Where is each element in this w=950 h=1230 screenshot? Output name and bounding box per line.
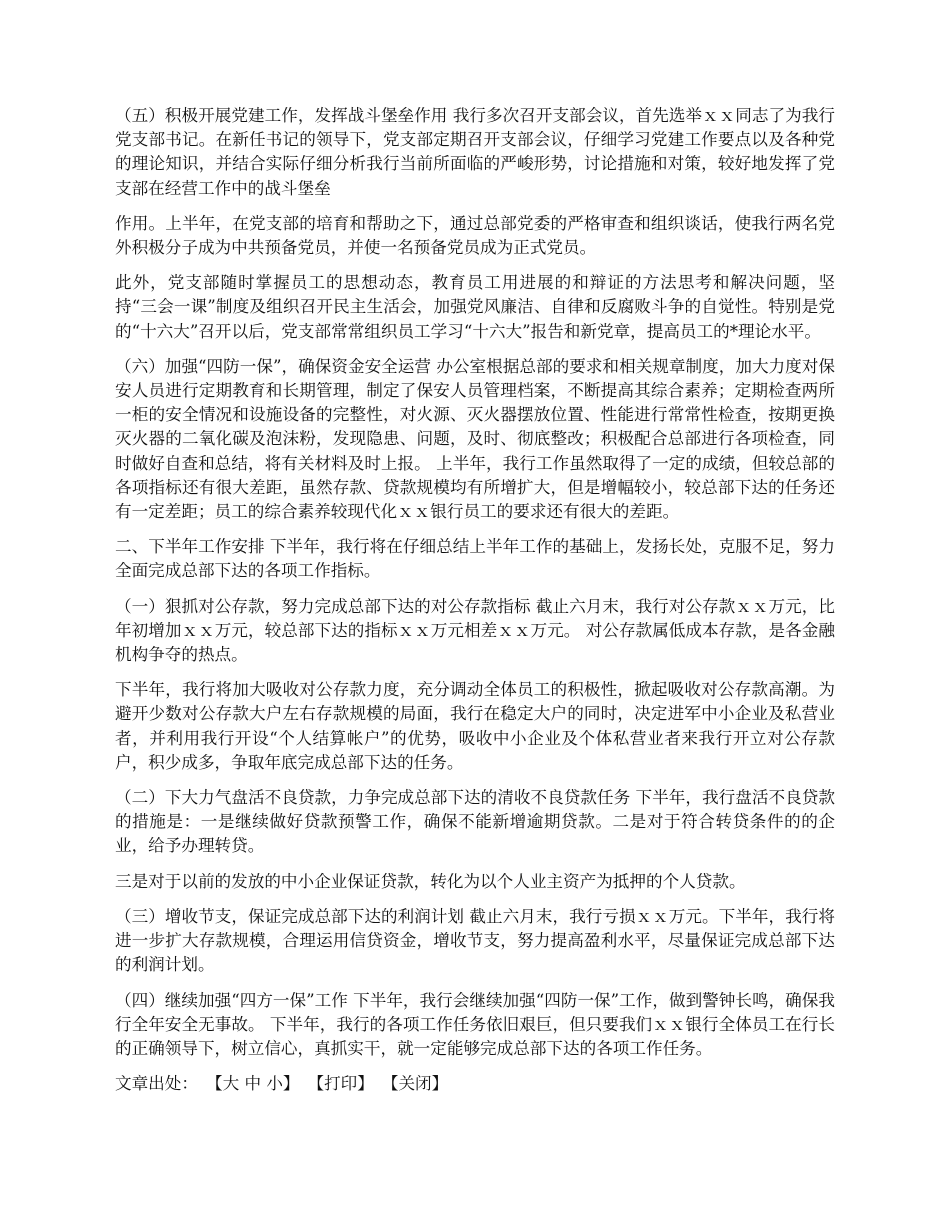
- paragraph-party-building: （五）积极开展党建工作，发挥战斗堡垒作用 我行多次召开支部会议，首先选举ｘｘ同志了为我行党支部书记。在新任书记的领导下，党支部定期召开支部会议，仔细学习党建工作要点以及各种党的理论知识，并结合实际仔细分析我行当前所面临的严峻形势，讨论措施和对策，较好地发挥了党支部在经营工作中的战斗堡垒: [115, 106, 835, 198]
- article-footer: [115, 1072, 835, 1096]
- paragraph-second-half-plan: 二、下半年工作安排 下半年，我行将在仔细总结上半年工作的基础上，发扬长处，克服不足，努力全面完成总部下达的各项工作指标。: [115, 537, 835, 581]
- font-large-link[interactable]: 大: [222, 1074, 240, 1094]
- font-bracket-open: 【: [205, 1074, 223, 1094]
- paragraph-deposit-strategy: 下半年，我行将加大吸收对公存款力度，充分调动全体员工的积极性，掀起吸收对公存款高潮。为避开少数对公存款大户左右存款规模的局面，我行在稳定大户的同时，决定进军中小企业及私营业者，并利用我行开设“个人结算帐户”的优势，吸收中小企业及个体私营业者来我行开立对公存款户，积少成多，争取年底完成总部下达的任务。: [115, 680, 835, 772]
- font-size-controls: [206, 1072, 300, 1096]
- paragraph-guarantee-loans: 三是对于以前的发放的中小企业保证贷款，转化为以个人业主资产为抵押的个人贷款。: [115, 871, 746, 891]
- font-medium-link[interactable]: 中: [244, 1074, 262, 1094]
- paragraph-employee-education: 此外，党支部随时掌握员工的思想动态，教育员工用进展的和辩证的方法思考和解决问题，坚持“三会一课”制度及组织召开民主生活会，加强党风廉洁、自律和反腐败斗争的自觉性。特别是党的“十六大”召开以后，党支部常常组织员工学习“十六大”报告和新党章，提高员工的*理论水平。: [115, 273, 835, 341]
- paragraph-security: （六）加强“四防一保”，确保资金安全运营 办公室根据总部的要求和相关规章制度，加大力度对保安人员进行定期教育和长期管理，制定了保安人员管理档案，不断提高其综合素养；定期检查两所一柜的安全情况和设施设备的完整性，对火源、灭火器摆放位置、性能进行常常性检查，按期更换灭火器的二氧化碳及泡沫粉，发现隐患、问题，及时、彻底整改；积极配合总部进行各项检查，同时做好自查和总结，将有关材料及时上报。 上半年，我行工作虽然取得了一定的成绩，但较总部的各项指标还有很大差距，虽然存款、贷款规模均有所增扩大，但是增幅较小，较总部下达的任务还有一定差距；员工的综合素养较现代化ｘｘ银行员工的要求还有很大的差距。: [115, 356, 835, 522]
- paragraph-safety-work: （四）继续加强“四方一保”工作 下半年，我行会继续加强“四防一保”工作，做到警钟长鸣，确保我行全年安全无事故。 下半年，我行的各项工作任务依旧艰巨，但只要我们ｘｘ银行全体员工在行长的正确领导下，树立信心，真抓实干，就一定能够完成总部下达的各项工作任务。: [115, 990, 835, 1058]
- font-bracket-close: 】: [282, 1074, 300, 1094]
- article-page: [115, 104, 835, 1096]
- font-small-link[interactable]: 小: [266, 1074, 283, 1094]
- paragraph-profit-plan: （三）增收节支，保证完成总部下达的利润计划 截止六月末，我行亏损ｘｘ万元。下半年，我行将进一步扩大存款规模，合理运用信贷资金，增收节支，努力提高盈利水平，尽量保证完成总部下达的利润计划。: [115, 906, 835, 975]
- paragraph-bad-loans: （二）下大力气盘活不良贷款，力争完成总部下达的清收不良贷款任务 下半年，我行盘活不良贷款的措施是：一是继续做好贷款预警工作，确保不能新增逾期贷款。二是对于符合转贷条件的的企业，给予办理转贷。: [115, 788, 835, 856]
- paragraph-corporate-deposits: （一）狠抓对公存款，努力完成总部下达的对公存款指标 截止六月末，我行对公存款ｘｘ万元，比年初增加ｘｘ万元，较总部下达的指标ｘｘ万元相差ｘｘ万元。 对公存款属低成本存款，是各金融机构争夺的热点。: [115, 596, 835, 665]
- paragraph-party-members: 作用。上半年，在党支部的培育和帮助之下，通过总部党委的严格审查和组织谈话，使我行两名党外积极分子成为中共预备党员，并使一名预备党员成为正式党员。: [115, 213, 835, 258]
- print-link[interactable]: 【打印】: [307, 1074, 374, 1094]
- close-link[interactable]: 【关闭】: [381, 1074, 449, 1094]
- article-body: [115, 104, 835, 1061]
- source-label: 文章出处：: [115, 1074, 198, 1094]
